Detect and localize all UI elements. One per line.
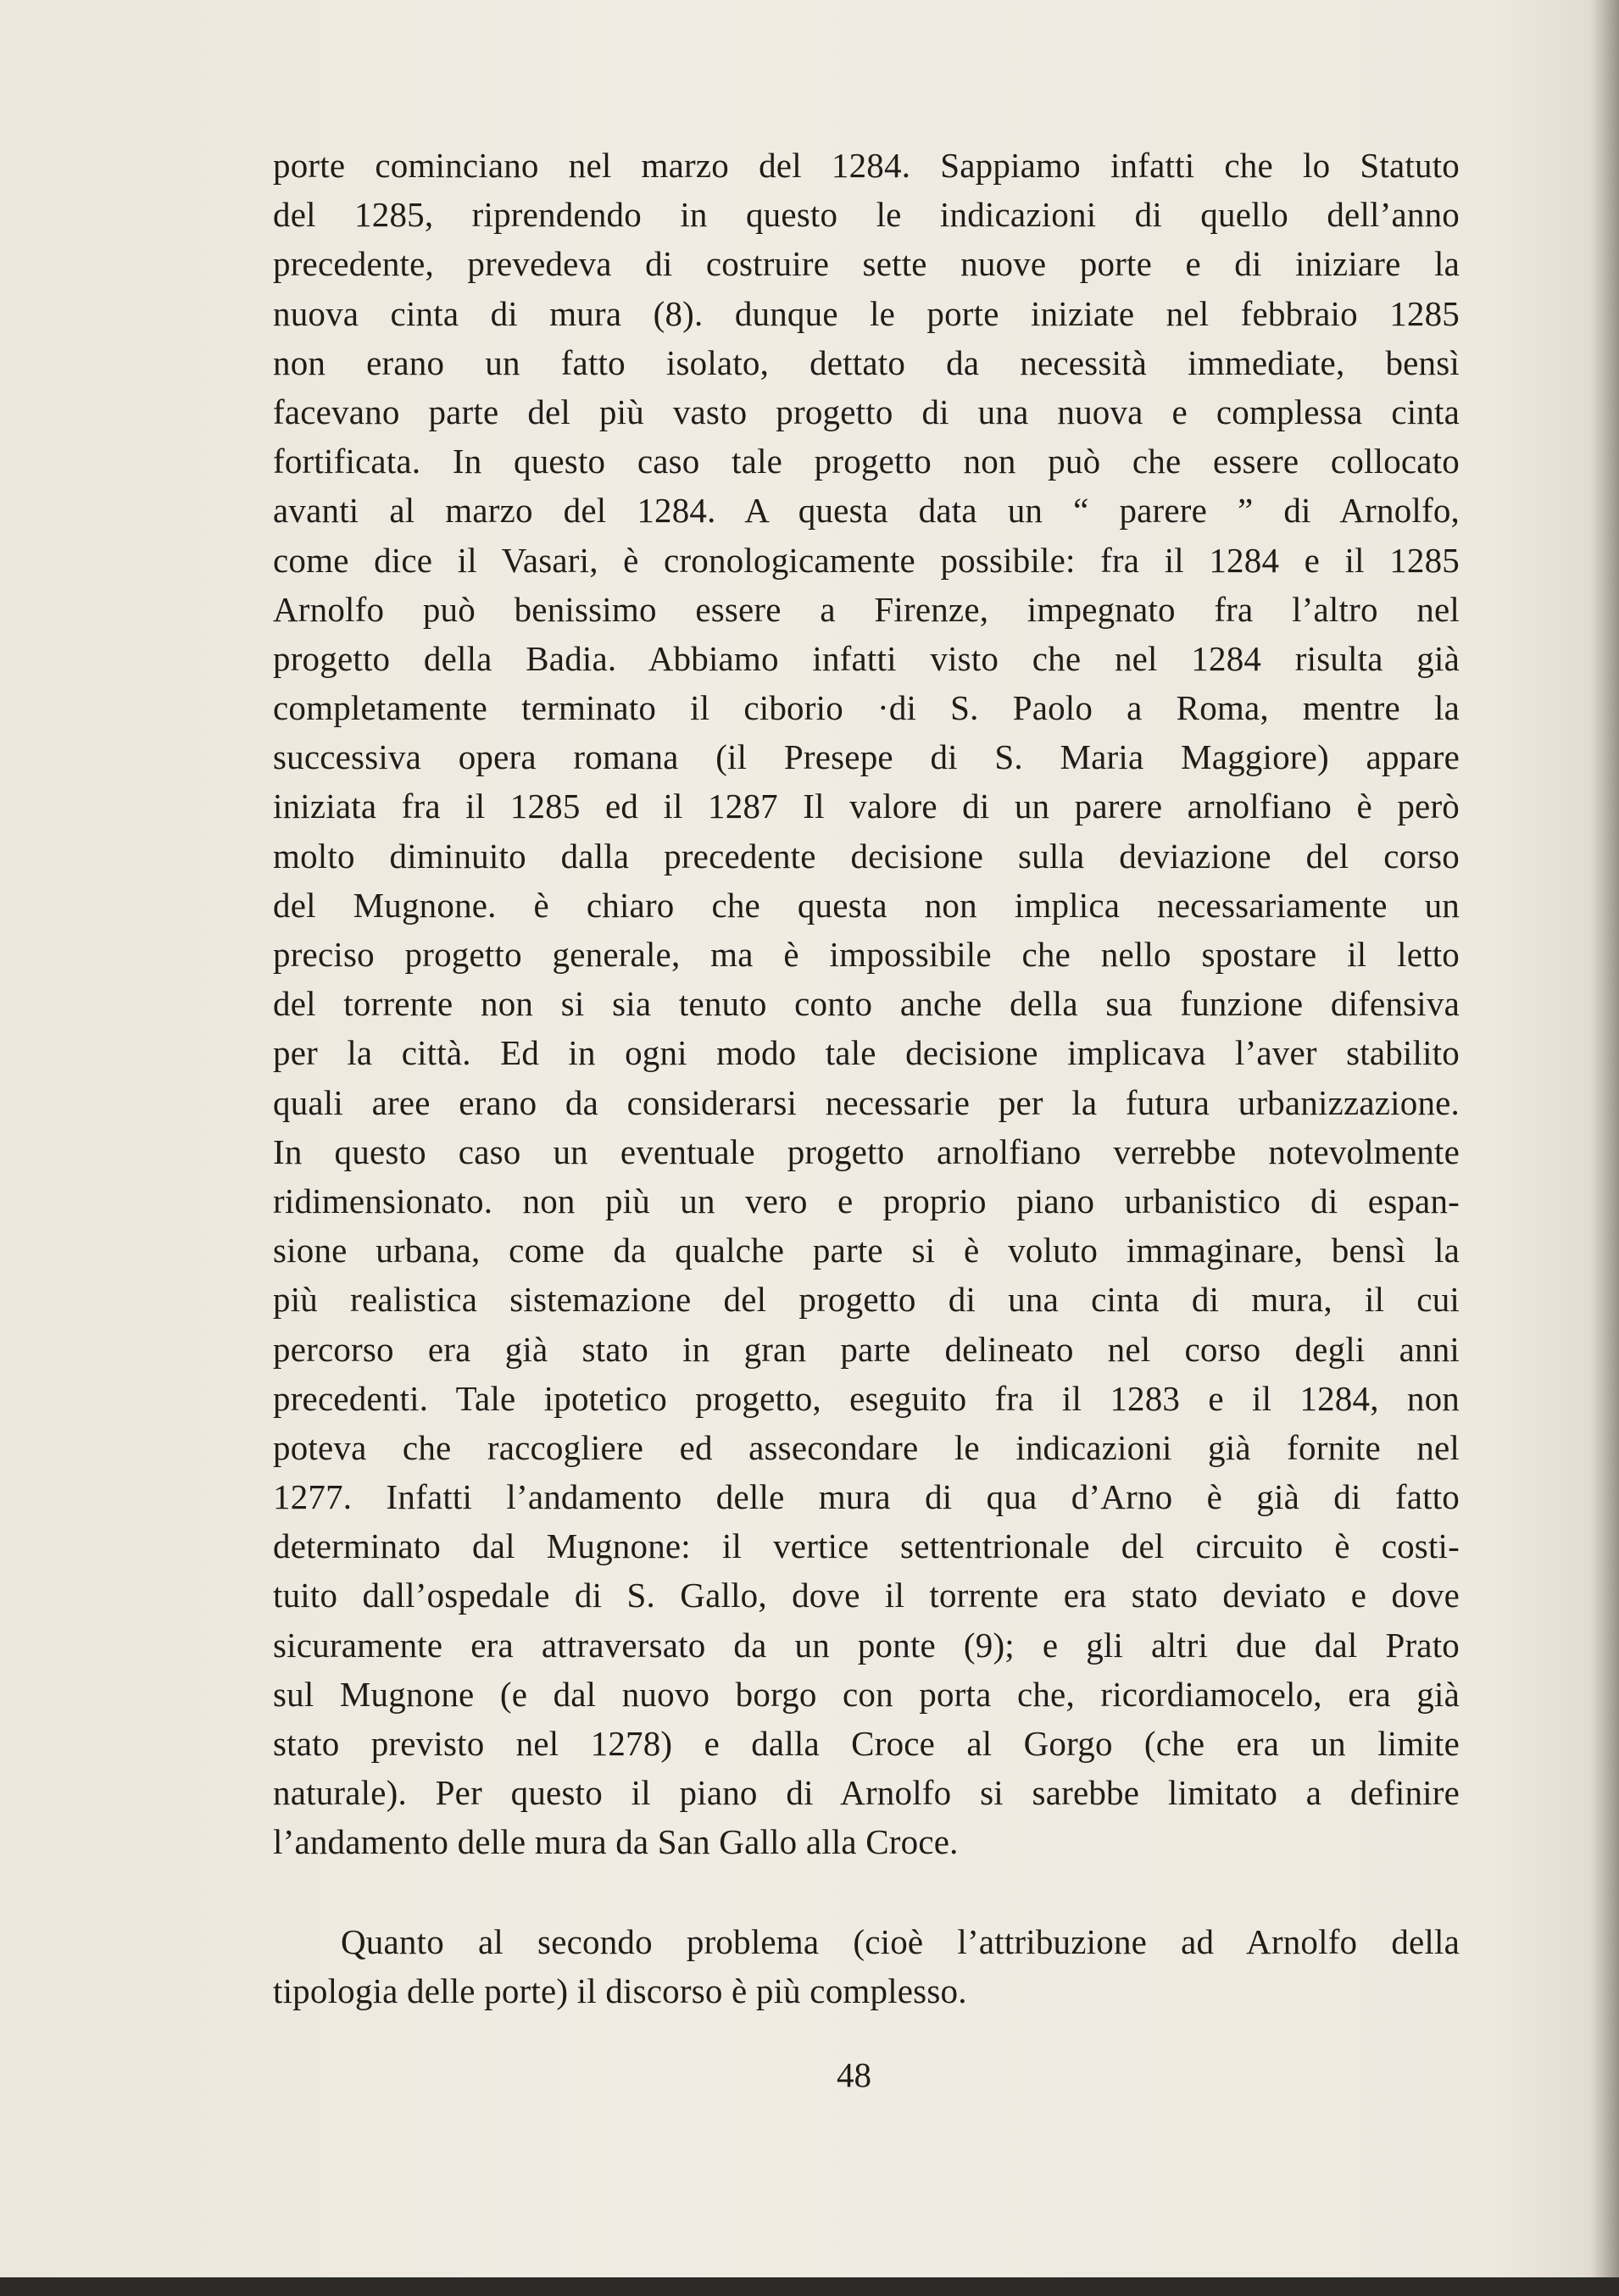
text-line: sione urbana, come da qualche parte si è voluto immaginare, bensì la (273, 1231, 1460, 1270)
scan-border (0, 2277, 1619, 2296)
page-edge-shadow (1590, 0, 1619, 2296)
text-line: sicuramente era attraversato da un ponte (9); e gli altri due dal Prato (273, 1625, 1460, 1665)
paragraph-1 (273, 141, 1460, 1867)
text-line: non erano un fatto isolato, dettato da necessità immediate, bensì (273, 342, 1460, 382)
text-line: molto diminuito dalla precedente decisione sulla deviazione del corso (273, 836, 1460, 876)
text-line: precedenti. Tale ipotetico progetto, eseguito fra il 1283 e il 1284, non (273, 1378, 1460, 1418)
text-line: quali aree erano da considerarsi necessarie per la futura urbanizzazione. (273, 1082, 1460, 1122)
text-line: tuito dall’ospedale di S. Gallo, dove il torrente era stato deviato e dove (273, 1576, 1460, 1615)
text-line: ridimensionato. non più un vero e proprio piano urbanistico di espan- (273, 1181, 1460, 1220)
text-line: progetto della Badia. Abbiamo infatti visto che nel 1284 risulta già (273, 638, 1460, 678)
text-line: come dice il Vasari, è cronologicamente possibile: fra il 1284 e il 1285 (273, 540, 1460, 580)
text-line: Arnolfo può benissimo essere a Firenze, impegnato fra l’altro nel (273, 589, 1460, 629)
text-line: iniziata fra il 1285 ed il 1287 Il valore di un parere arnolfiano è però (273, 787, 1460, 826)
text-line: per la città. Ed in ogni modo tale decisione implicava l’aver stabilito (273, 1033, 1460, 1073)
text-line: del torrente non si sia tenuto conto anche della sua funzione difensiva (273, 984, 1460, 1024)
text-line: più realistica sistemazione del progetto di una cinta di mura, il cui (273, 1280, 1460, 1320)
text-line: completamente terminato il ciborio ·di S. Paolo a Roma, mentre la (273, 688, 1460, 728)
text-line: determinato dal Mugnone: il vertice settentrionale del circuito è costi- (273, 1526, 1460, 1566)
text-line: l’andamento delle mura da San Gallo alla Croce. (273, 1822, 959, 1862)
page-number: 48 (837, 2055, 871, 2094)
text-line: del 1285, riprendendo in questo le indicazioni di quello dell’anno (273, 195, 1460, 235)
text-line: 1277. Infatti l’andamento delle mura di qua d’Arno è già di fatto (273, 1477, 1460, 1517)
text-line: nuova cinta di mura (8). dunque le porte iniziate nel febbraio 1285 (273, 293, 1460, 333)
text-line: stato previsto nel 1278) e dalla Croce al Gorgo (che era un limite (273, 1724, 1460, 1763)
text-line: facevano parte del più vasto progetto di una nuova e complessa cinta (273, 392, 1460, 431)
text-line: naturale). Per questo il piano di Arnolfo si sarebbe limitato a definire (273, 1773, 1460, 1813)
paragraph-2 (273, 1917, 1460, 2015)
text-line: porte cominciano nel marzo del 1284. Sappiamo infatti che lo Statuto (273, 146, 1460, 185)
text-line: precedente, prevedeva di costruire sette nuove porte e di iniziare la (273, 244, 1460, 284)
text-line: tipologia delle porte) il discorso è più complesso. (273, 1971, 967, 2011)
text-line: fortificata. In questo caso tale progetto non può che essere collocato (273, 442, 1460, 481)
text-line: percorso era già stato in gran parte delineato nel corso degli anni (273, 1329, 1460, 1369)
text-line: preciso progetto generale, ma è impossibile che nello spostare il letto (273, 935, 1460, 974)
text-line: avanti al marzo del 1284. A questa data un “ parere ” di Arnolfo, (273, 491, 1460, 531)
text-line: successiva opera romana (il Presepe di S. Maria Maggiore) appare (273, 737, 1460, 777)
text-line: In questo caso un eventuale progetto arnolfiano verrebbe notevolmente (273, 1131, 1460, 1171)
text-line: poteva che raccogliere ed assecondare le indicazioni già fornite nel (273, 1427, 1460, 1467)
text-line: sul Mugnone (e dal nuovo borgo con porta che, ricordiamocelo, era già (273, 1674, 1460, 1714)
text-line: del Mugnone. è chiaro che questa non implica necessariamente un (273, 885, 1460, 925)
text-line: Quanto al secondo problema (cioè l’attribuzione ad Arnolfo della (341, 1922, 1460, 1961)
